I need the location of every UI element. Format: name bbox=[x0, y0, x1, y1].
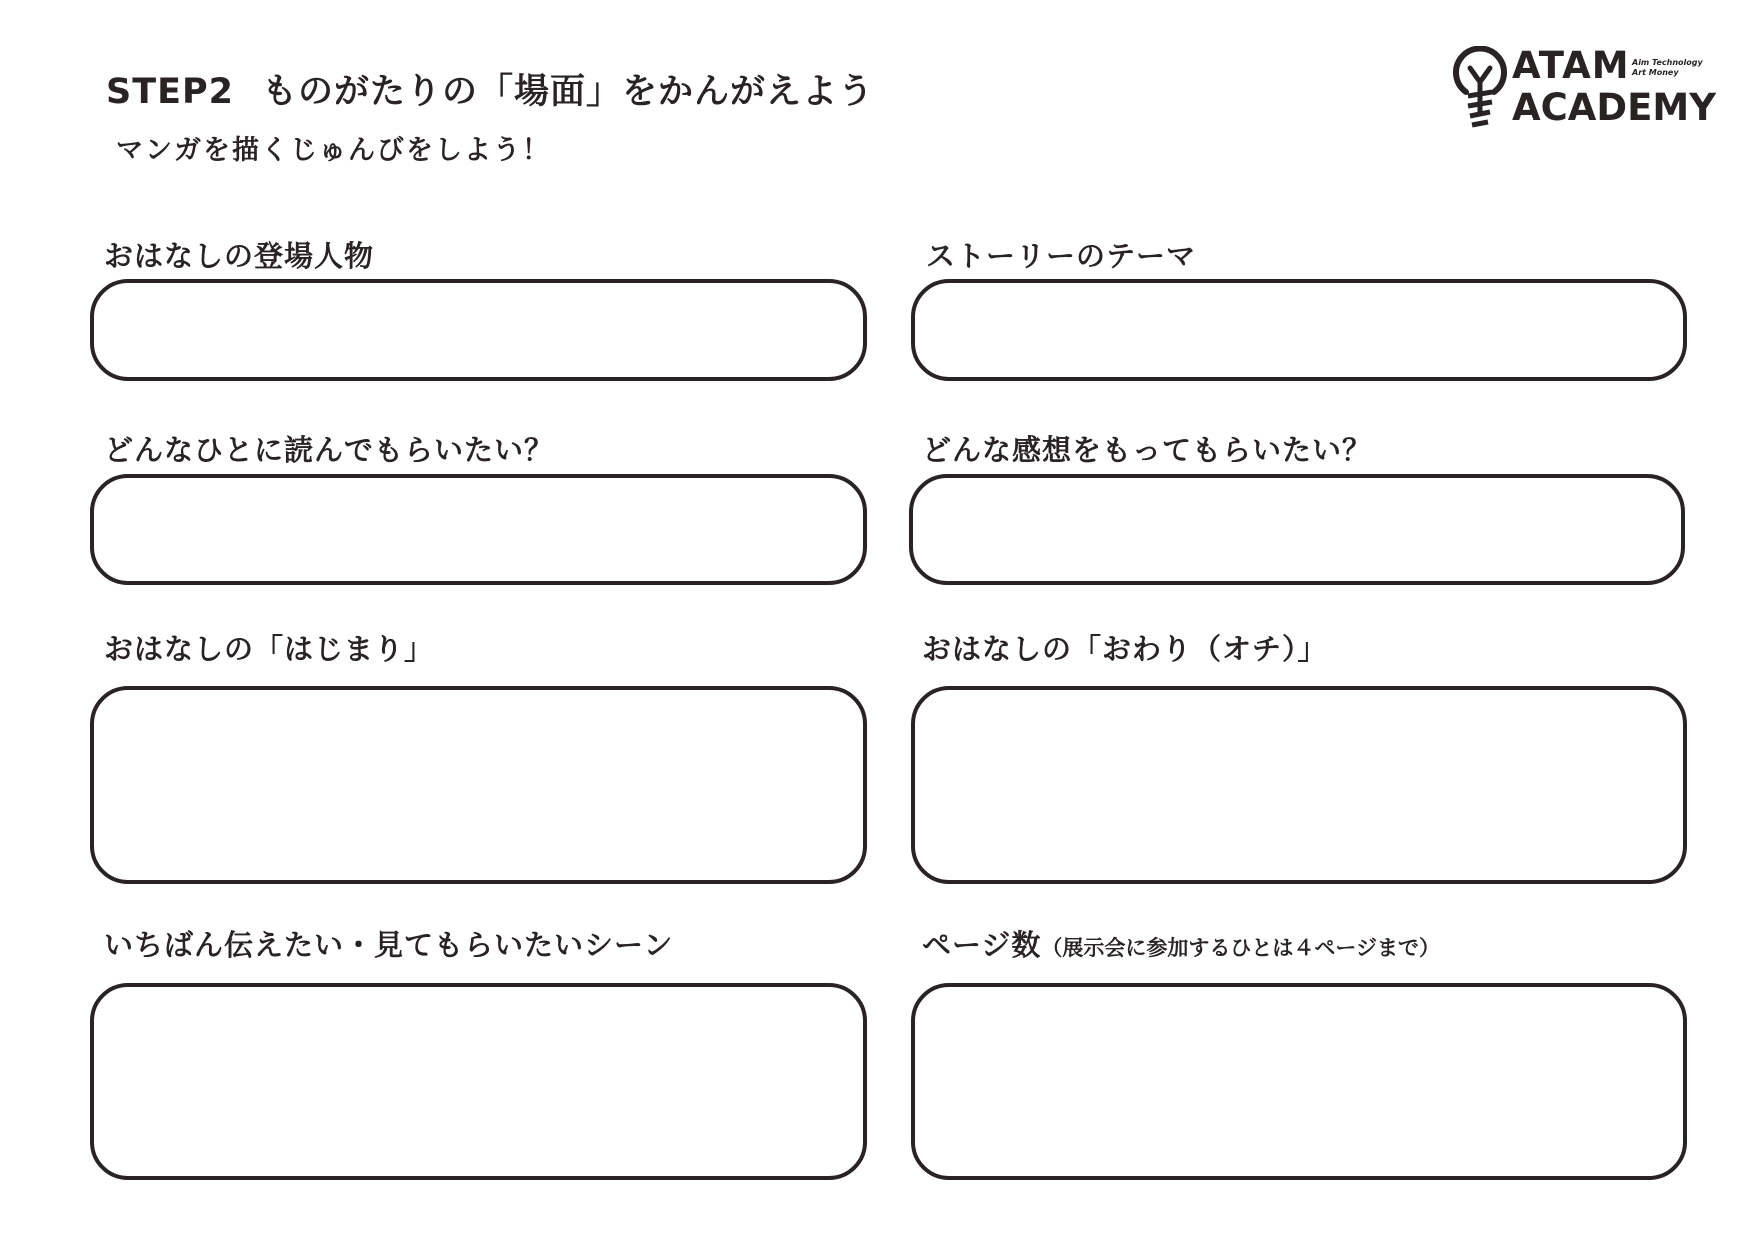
impression-field[interactable] bbox=[909, 474, 1685, 585]
page-count-label-text: ページ数 bbox=[922, 928, 1042, 962]
page-title-text: ものがたりの「場面」をかんがえよう bbox=[262, 72, 875, 112]
audience-label: どんなひとに読んでもらいたい？ bbox=[104, 433, 555, 467]
impression-label: どんな感想をもってもらいたい？ bbox=[922, 433, 1373, 467]
logo-tagline-line1: Aim Technology bbox=[1632, 58, 1703, 67]
beginning-field[interactable] bbox=[90, 686, 867, 884]
key-scene-label: いちばん伝えたい・見てもらいたいシーン bbox=[104, 928, 674, 962]
lightbulb-yen-icon bbox=[1452, 46, 1508, 130]
audience-field[interactable] bbox=[90, 474, 867, 585]
beginning-label: おはなしの「はじまり」 bbox=[104, 632, 435, 666]
key-scene-field[interactable] bbox=[90, 983, 867, 1180]
logo-brand-line2: ACADEMY bbox=[1512, 86, 1717, 129]
step-label: STEP2 bbox=[106, 72, 234, 112]
page-count-label bbox=[922, 923, 1440, 964]
theme-field[interactable] bbox=[911, 279, 1687, 381]
ending-label: おはなしの「おわり（オチ）」 bbox=[922, 632, 1328, 666]
page-subtitle: マンガを描くじゅんびをしよう！ bbox=[116, 135, 551, 166]
page-title bbox=[106, 64, 874, 114]
theme-label: ストーリーのテーマ bbox=[926, 239, 1197, 273]
logo-tagline-line2: Art Money bbox=[1632, 68, 1679, 77]
characters-label: おはなしの登場人物 bbox=[104, 239, 375, 273]
logo-brand-line1: ATAM bbox=[1512, 44, 1630, 87]
atam-academy-logo bbox=[1452, 44, 1717, 132]
characters-field[interactable] bbox=[90, 279, 867, 381]
ending-field[interactable] bbox=[911, 686, 1687, 884]
page-count-field[interactable] bbox=[911, 983, 1687, 1180]
page-count-note: （展示会に参加するひとは４ページまで） bbox=[1041, 936, 1441, 960]
